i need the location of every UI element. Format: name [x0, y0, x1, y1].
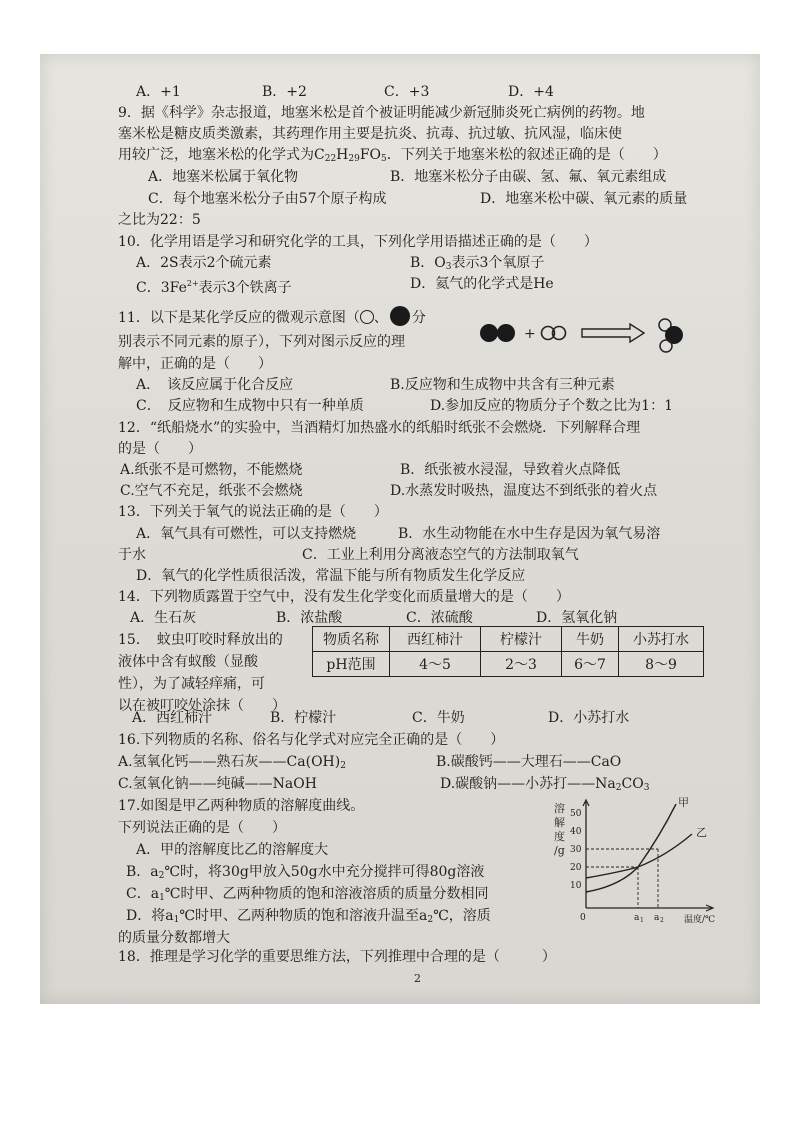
q16-option-c: C.氢氧化钠——纯碱——NaOH: [118, 776, 317, 792]
ph-table-cell: 牛奶: [562, 627, 619, 652]
ph-table-cell: 小苏打水: [619, 627, 704, 652]
q18-stem: 18．推理是学习化学的重要思维方法，下列推理中合理的是（ ）: [118, 949, 556, 965]
ph-table: [312, 626, 704, 677]
scanned-exam-page: [40, 54, 760, 1004]
ph-table-cell: 西红柿汁: [390, 627, 481, 652]
ph-table-cell: 8～9: [619, 652, 704, 677]
q17-option-b: B．$a_2℃$时，将30g甲放入50g水中充分搅拌可得80g溶液: [126, 864, 485, 881]
q10-option-a: A．2S表示2个硫元素: [136, 255, 272, 271]
q11-option-d: D.参加反应的物质分子个数之比为1：1: [430, 398, 673, 414]
y-tick-label: 40: [570, 827, 582, 837]
q11-option-a: A． 该反应属于化合反应: [136, 377, 294, 393]
q13-option-a: A．氧气具有可燃性，可以支持燃烧: [136, 526, 357, 542]
q15-line-2: 液体中含有蚁酸（显酸: [118, 654, 258, 670]
y-tick-label: 50: [570, 809, 582, 819]
reaction-micro-diagram: [480, 308, 710, 358]
q16-option-d: D.碳酸钠——小苏打$——Na_2CO_3$: [440, 776, 650, 793]
q9-line-3: 用较广泛，地塞米松的化学式为$C_{22}H_{29}FO_5$．下列关于地塞米松的叙述正确的是（ ）: [118, 147, 667, 164]
curve-label-yi: 乙: [696, 826, 707, 839]
q11-option-c: C． 反应物和生成物中只有一种单质: [136, 398, 364, 414]
q8-option-d: D．+4: [508, 84, 554, 100]
ph-table-cell: pH范围: [313, 652, 390, 677]
black-atom-icon: [390, 306, 410, 326]
x-tick-label: a: [654, 913, 660, 923]
q11-line-1: 11．以下是某化学反应的微观示意图（ 、 分: [118, 306, 426, 328]
ph-table-cell: 柠檬汁: [481, 627, 562, 652]
q12-line-1: 12．“纸船烧水”的实验中，当酒精灯加热盛水的纸船时纸张不会燃烧．下列解释合理: [118, 420, 641, 436]
q12-option-d: D.水蒸发时吸热，温度达不到纸张的着火点: [390, 483, 658, 499]
q16-option-a: A.氢氧化钙——熟石灰$——Ca(OH)_2$: [118, 754, 346, 771]
q12-line-2: 的是（ ）: [118, 441, 202, 457]
q13-stem: 13．下列关于氧气的说法正确的是（ ）: [118, 504, 388, 520]
q9-option-a: A．地塞米松属于氧化物: [148, 169, 299, 185]
q13-option-b-cont: 于水: [118, 547, 146, 563]
q14-option-b: B．浓盐酸: [276, 610, 343, 626]
q12-option-b: B．纸张被水浸湿，导致着火点降低: [400, 462, 621, 478]
q15-option-a: A．西红柿汁: [132, 710, 213, 726]
product-white-atom-2: [660, 340, 672, 352]
reactant-black-atom-2: [497, 324, 515, 342]
solubility-curve-graph: [550, 796, 730, 926]
q14-option-a: A．生石灰: [130, 610, 197, 626]
origin-label: 0: [580, 913, 586, 923]
q15-option-c: C．牛奶: [412, 710, 465, 726]
reactant-black-atom-1: [480, 324, 498, 342]
q11-line-3: 解中，正确的是（ ）: [118, 356, 272, 372]
q17-option-d-cont: 的质量分数都增大: [118, 930, 230, 946]
q14-stem: 14．下列物质露置于空气中，没有发生化学变化而质量增大的是（ ）: [118, 589, 570, 605]
q9-option-b: B．地塞米松分子由碳、氢、氟、氧元素组成: [390, 169, 667, 185]
q14-option-c: C．浓硫酸: [406, 610, 473, 626]
q14-option-d: D．氢氧化钠: [536, 610, 618, 626]
ph-table-cell: 2～3: [481, 652, 562, 677]
q17-option-c: C．$a_1℃$时甲、乙两种物质的饱和溶液溶质的质量分数相同: [126, 886, 489, 903]
q12-option-c: C.空气不充足，纸张不会燃烧: [120, 483, 303, 499]
q15-option-b: B．柠檬汁: [270, 710, 337, 726]
x-tick-label: a: [634, 913, 640, 923]
reaction-arrow: [582, 324, 644, 342]
q11-option-b: B.反应物和生成物中共含有三种元素: [390, 377, 615, 393]
q16-stem: 16.下列物质的名称、俗名与化学式对应完全正确的是（ ）: [118, 732, 505, 748]
ph-table-cell: 6～7: [562, 652, 619, 677]
y-axis-label-char: 解: [554, 816, 565, 829]
ph-table-cell: 物质名称: [313, 627, 390, 652]
q9-option-c: C．每个地塞米松分子由57个原子构成: [148, 191, 387, 207]
q9-line-2: 塞米松是糖皮质类激素，其药理作用主要是抗炎、抗毒、抗过敏、抗风湿，临床使: [118, 126, 622, 142]
q10-option-b: B．$O_3$表示3个氧原子: [410, 255, 545, 272]
ph-table-row: [313, 652, 704, 677]
y-tick-label: 30: [570, 845, 582, 855]
q9-line-1: 9．据《科学》杂志报道，地塞米松是首个被证明能减少新冠肺炎死亡病例的药物。地: [118, 105, 645, 121]
q16-option-b: B.碳酸钙——大理石——CaO: [436, 754, 622, 770]
y-axis-label-char: /g: [554, 844, 565, 857]
x-tick-sub: 2: [660, 917, 664, 924]
q10-stem: 10．化学用语是学习和研究化学的工具，下列化学用语描述正确的是（ ）: [118, 234, 598, 250]
q9-option-d-cont: 之比为22：5: [118, 212, 201, 228]
q13-option-b: B．水生动物能在水中生存是因为氧气易溶: [398, 526, 661, 542]
q9-option-d: D．地塞米松中碳、氧元素的质量: [480, 191, 688, 207]
q10-option-c: C．$3Fe^{2+}$表示3个铁离子: [136, 279, 292, 296]
q8-option-c: C．+3: [384, 84, 430, 100]
page-number: 2: [414, 972, 421, 985]
q13-option-d: D．氧气的化学性质很活泼，常温下能与所有物质发生化学反应: [136, 568, 526, 584]
plus-sign: +: [524, 326, 536, 342]
curve-jia: [586, 804, 676, 892]
curve-label-jia: 甲: [678, 796, 689, 809]
y-tick-label: 20: [570, 863, 582, 873]
q15-option-d: D．小苏打水: [548, 710, 630, 726]
curve-yi: [586, 834, 692, 878]
q12-option-a: A.纸张不是可燃物，不能燃烧: [120, 462, 303, 478]
product-black-atom: [665, 326, 683, 344]
white-atom-icon: [360, 310, 374, 324]
q17-line-2: 下列说法正确的是（ ）: [118, 820, 286, 836]
q17-line-1: 17.如图是甲乙两种物质的溶解度曲线。: [118, 798, 365, 814]
q8-option-a: A．+1: [136, 84, 181, 100]
ph-table-cell: 4～5: [390, 652, 481, 677]
q10-option-d: D．氦气的化学式是He: [410, 276, 554, 292]
ph-table-header-row: [313, 627, 704, 652]
q15-line-3: 性），为了减轻痒痛，可: [118, 676, 265, 692]
q13-option-c: C．工业上利用分离液态空气的方法制取氧气: [302, 547, 579, 563]
y-axis-label-char: 度: [554, 830, 565, 843]
y-axis-label-char: 溶: [554, 802, 565, 815]
q15-line-4: 以在被叮咬处涂抹（ ）: [118, 698, 286, 714]
q17-option-d: D．将$a_1℃$时甲、乙两种物质的饱和溶液升温至$a_2℃$，溶质: [126, 908, 491, 925]
x-axis-label: 温度/℃: [684, 915, 716, 925]
q8-option-b: B．+2: [262, 84, 307, 100]
y-tick-label: 10: [570, 881, 582, 891]
q15-line-1: 15． 蚊虫叮咬时释放出的: [118, 632, 283, 648]
q11-line-2: 别表示不同元素的原子），下列对图示反应的理: [118, 334, 405, 350]
x-tick-sub: 1: [640, 917, 644, 924]
q17-option-a: A．甲的溶解度比乙的溶解度大: [136, 842, 329, 858]
